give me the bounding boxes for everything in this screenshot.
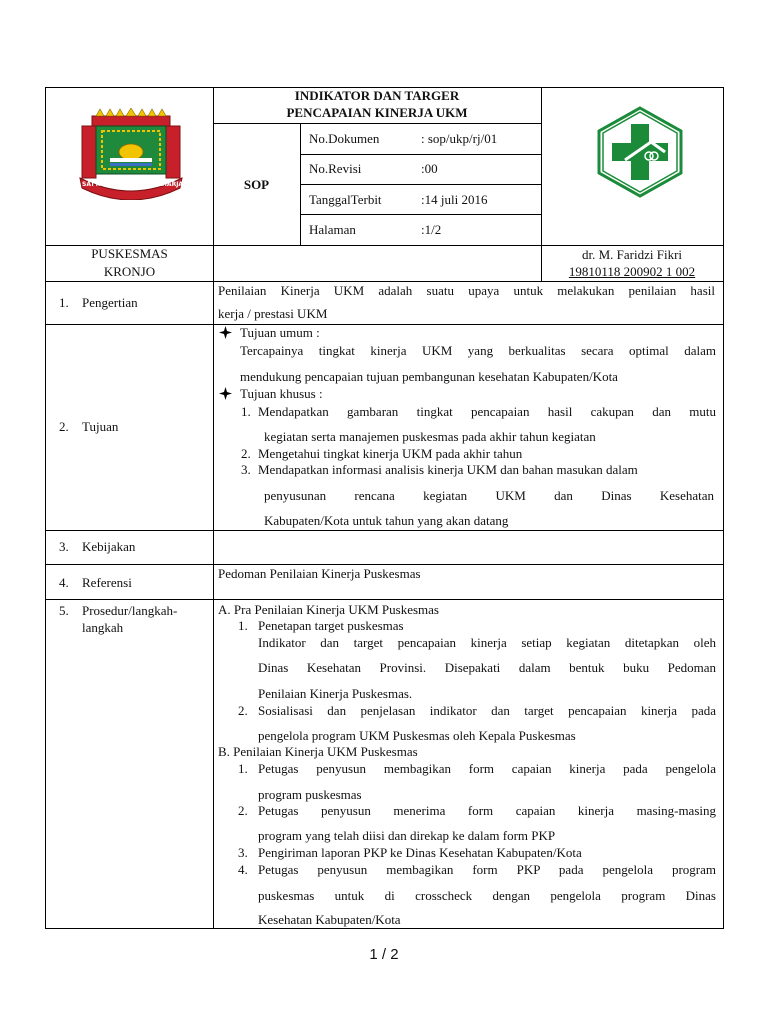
tujuan-umum-line1: Tercapainya tingkat kinerja UKM yang berkualitas secara optimal dalam [240, 343, 716, 358]
tujuan-umum-heading: Tujuan umum : [240, 325, 320, 340]
prosedur-a1-line3: Dinas Kesehatan Provinsi. Disepakati dalam bentuk buku Pedoman [258, 660, 716, 675]
prosedur-b3-line1: Pengiriman laporan PKP ke Dinas Kesehatan Kabupaten/Kota [258, 845, 582, 860]
prosedur-b1-number: 1. [238, 761, 248, 776]
prosedur-a1-line2: Indikator dan target pencapaian kinerja setiap kegiatan ditetapkan oleh [258, 635, 716, 650]
field-label-tanggal-terbit: TanggalTerbit [309, 192, 382, 207]
row-label-tujuan: Tujuan [82, 419, 119, 434]
prosedur-section-a-heading: A. Pra Penilaian Kinerja UKM Puskesmas [218, 602, 439, 617]
prosedur-a2-line1: Sosialisasi dan penjelasan indikator dan target pencapaian kinerja pada [258, 703, 716, 718]
row-number-kebijakan: 3. [59, 539, 69, 554]
tujuan-khusus-3-line2: penyusunan rencana kegiatan UKM dan Dinas Kesehatan [264, 488, 714, 503]
tujuan-khusus-1-line1: Mendapatkan gambaran tingkat pencapaian hasil cakupan dan mutu [258, 404, 716, 419]
prosedur-b2-line1: Petugas penyusun menerima form capaian kinerja masing-masing [258, 803, 716, 818]
field-label-no-revisi: No.Revisi [309, 161, 362, 176]
pengertian-text-line2: kerja / prestasi UKM [218, 306, 328, 321]
tujuan-khusus-3-number: 3. [241, 462, 251, 477]
puskesmas-cross-logo [595, 106, 685, 198]
row-label-referensi: Referensi [82, 575, 132, 590]
field-value-no-dokumen: : sop/ukp/rj/01 [421, 131, 498, 146]
row-number-tujuan: 2. [59, 419, 69, 434]
document-title-line2: PENCAPAIAN KINERJA UKM [286, 105, 468, 120]
prosedur-b1-line1: Petugas penyusun membagikan form capaian kinerja pada pengelola [258, 761, 716, 776]
tujuan-khusus-2-number: 2. [241, 446, 251, 461]
prosedur-b4-line1: Petugas penyusun membagikan form PKP pada pengelola program [258, 862, 716, 877]
prosedur-a2-number: 2. [238, 703, 248, 718]
prosedur-a1-line4: Penilaian Kinerja Puskesmas. [258, 686, 413, 701]
row-label-prosedur-line1: Prosedur/langkah- [82, 603, 178, 618]
signer-name: dr. M. Faridzi Fikri [581, 247, 683, 262]
row-number-prosedur: 5. [59, 603, 69, 618]
tujuan-umum-line2: mendukung pencapaian tujuan pembangunan kesehatan Kabupaten/Kota [240, 369, 618, 384]
row-label-pengertian: Pengertian [82, 295, 138, 310]
prosedur-section-b-heading: B. Penilaian Kinerja UKM Puskesmas [218, 744, 418, 759]
pengertian-text-line1: Penilaian Kinerja UKM adalah suatu upaya untuk melakukan penilaian hasil [218, 283, 715, 298]
field-label-halaman: Halaman [309, 222, 356, 237]
tujuan-khusus-1-line2: kegiatan serta manajemen puskesmas pada akhir tahun kegiatan [264, 429, 596, 444]
row-label-prosedur-line2: langkah [82, 620, 124, 635]
tujuan-khusus-3-line3: Kabupaten/Kota untuk tahun yang akan datang [264, 513, 509, 528]
page-indicator: 1 / 2 [369, 946, 399, 963]
prosedur-b4-number: 4. [238, 862, 248, 877]
tujuan-khusus-heading: Tujuan khusus : [240, 386, 323, 401]
prosedur-a2-line2: pengelola program UKM Puskesmas oleh Kepala Puskesmas [258, 728, 576, 743]
row-number-pengertian: 1. [59, 295, 69, 310]
prosedur-b3-number: 3. [238, 845, 248, 860]
field-value-no-revisi: :00 [421, 161, 438, 176]
tujuan-khusus-1-number: 1. [241, 404, 251, 419]
diamond-bullet-icon [219, 387, 232, 400]
prosedur-a1-number: 1. [238, 618, 248, 633]
row-number-referensi: 4. [59, 575, 69, 590]
field-value-halaman: :1/2 [421, 222, 442, 237]
sop-label: SOP [243, 177, 270, 192]
puskesmas-name-line2: KRONJO [103, 264, 156, 279]
row-label-kebijakan: Kebijakan [82, 539, 136, 554]
field-label-no-dokumen: No.Dokumen [309, 131, 380, 146]
prosedur-b4-line2: puskesmas untuk di crosscheck dengan pengelola program Dinas [258, 888, 716, 903]
prosedur-b4-line3: Kesehatan Kabupaten/Kota [258, 912, 401, 927]
kabupaten-crest-logo [76, 108, 186, 200]
tujuan-khusus-2-line1: Mengetahui tingkat kinerja UKM pada akhir tahun [258, 446, 523, 461]
puskesmas-name-line1: PUSKESMAS [91, 246, 168, 261]
prosedur-b1-line2: program puskesmas [258, 787, 362, 802]
field-value-tanggal-terbit: :14 juli 2016 [421, 192, 488, 207]
signer-nip: 19810118 200902 1 002 [568, 264, 696, 279]
tujuan-khusus-3-line1: Mendapatkan informasi analisis kinerja UKM dan bahan masukan dalam [258, 462, 638, 477]
prosedur-b2-number: 2. [238, 803, 248, 818]
document-title-line1: INDIKATOR DAN TARGER [294, 88, 460, 103]
referensi-text: Pedoman Penilaian Kinerja Puskesmas [218, 566, 421, 581]
prosedur-a1-line1: Penetapan target puskesmas [258, 618, 404, 633]
crest-motto: SATYA KARYA KERTA RAHARJA [82, 181, 184, 188]
prosedur-b2-line2: program yang telah diisi dan direkap ke dalam form PKP [258, 828, 556, 843]
diamond-bullet-icon [219, 326, 232, 339]
